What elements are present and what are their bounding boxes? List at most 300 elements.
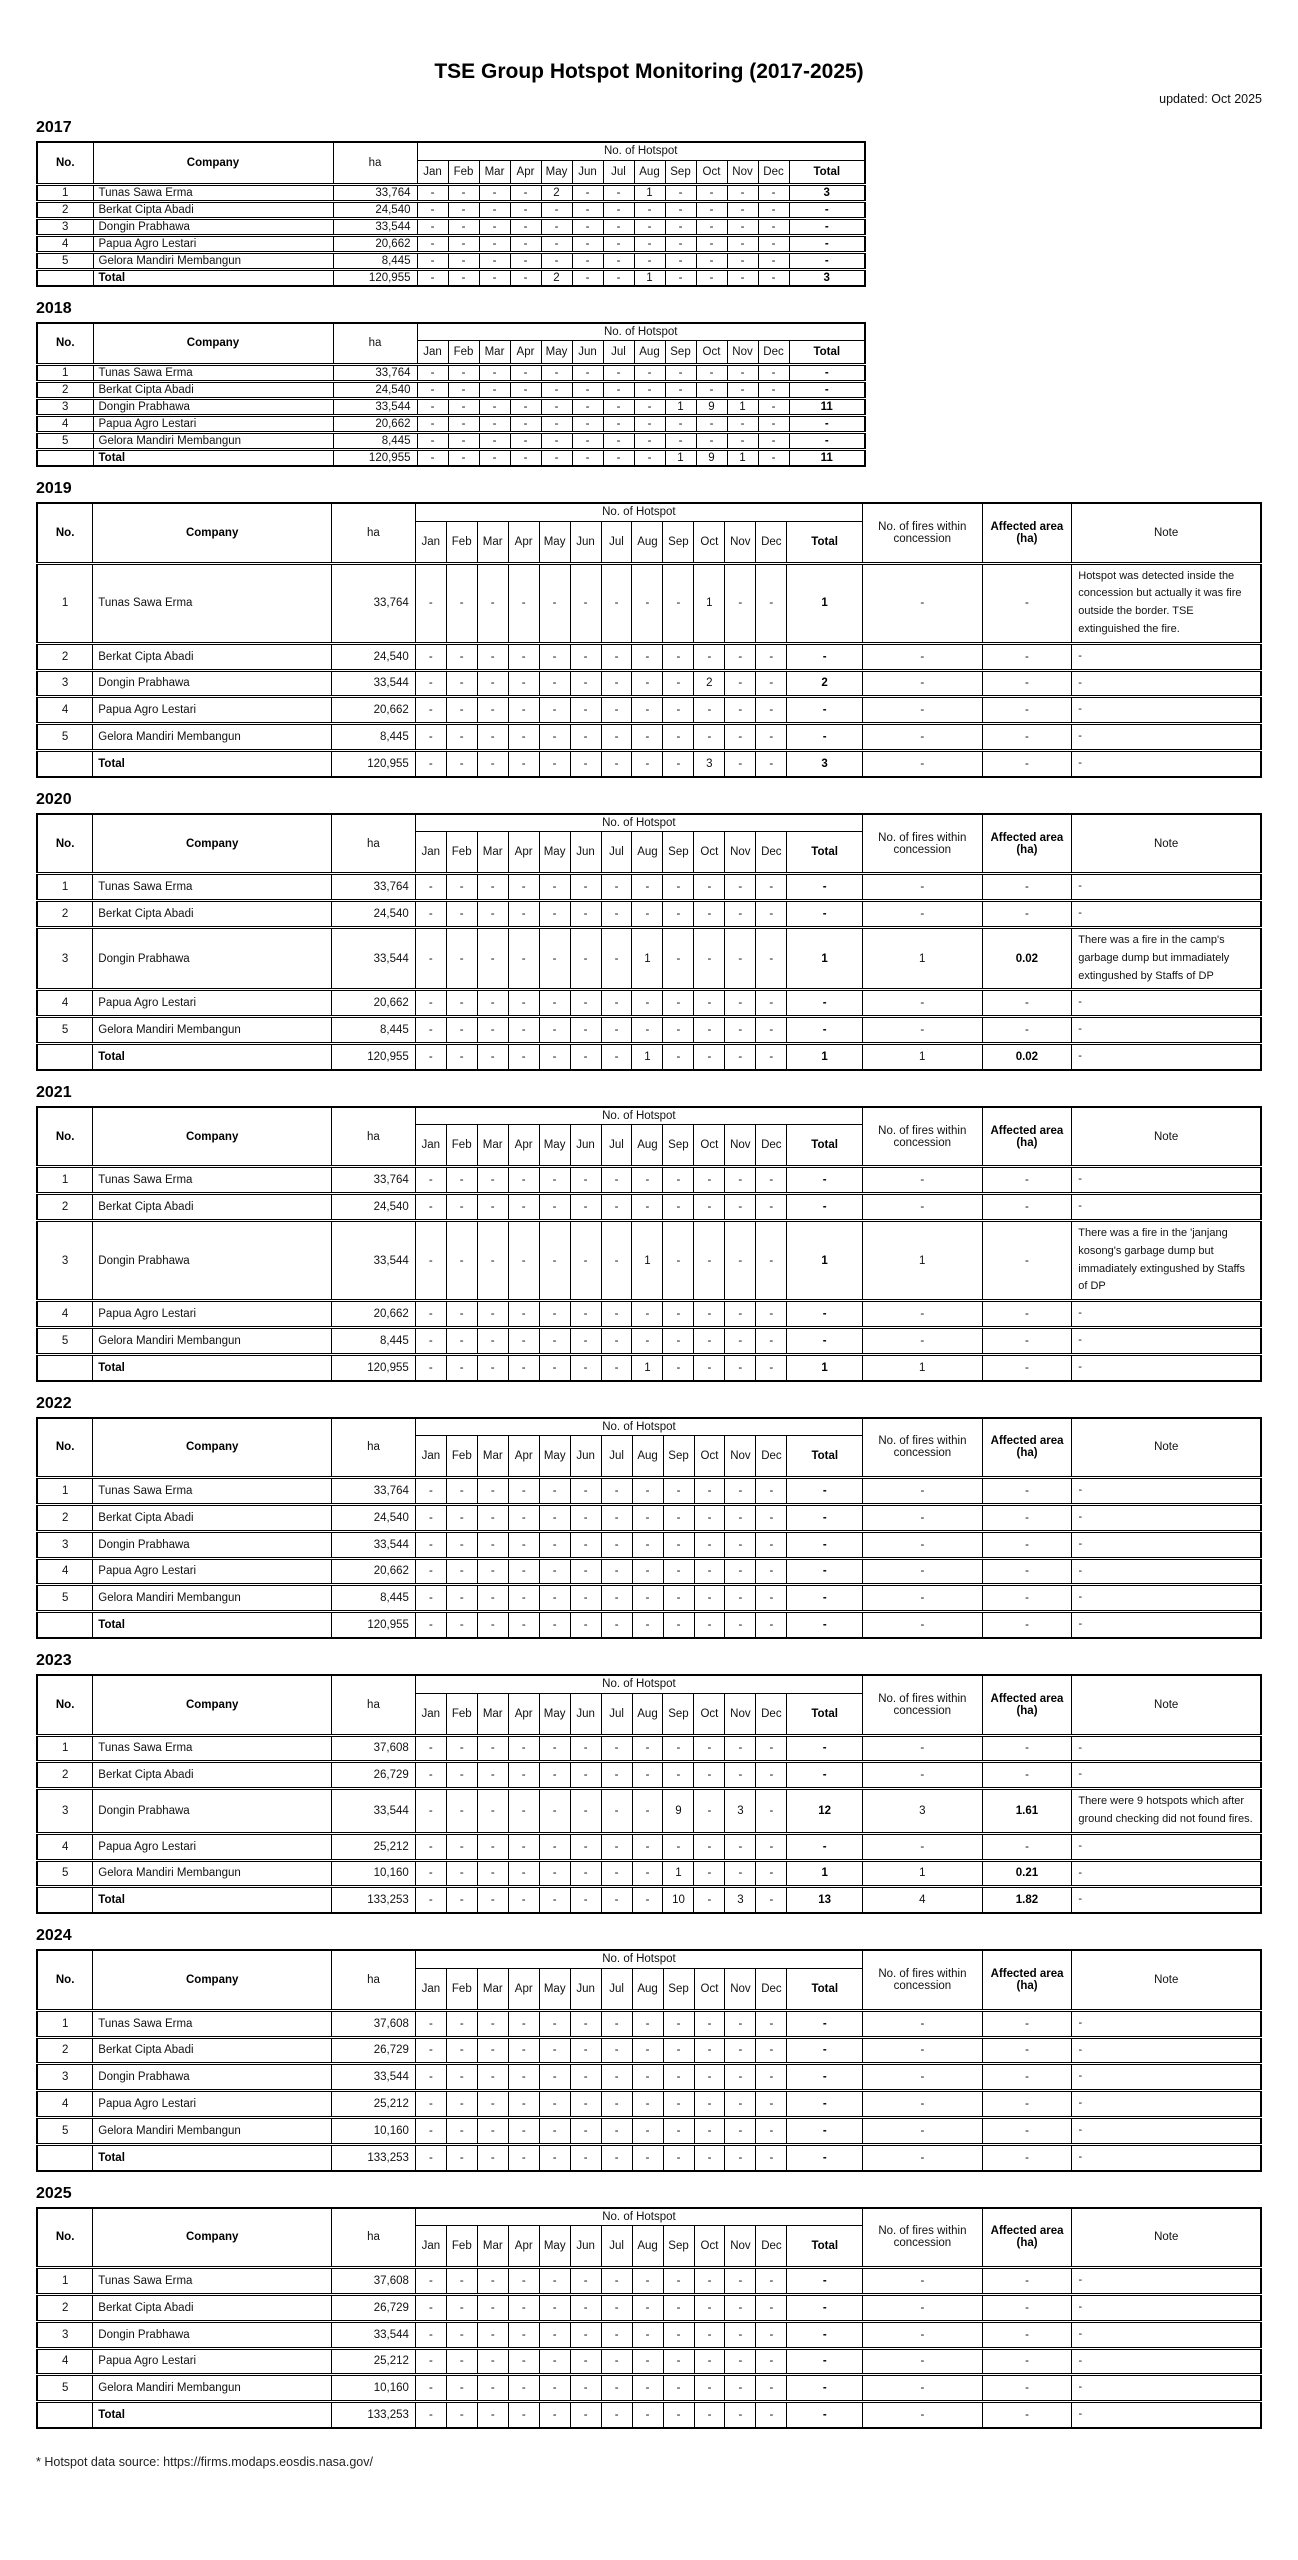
cell-month-feb: - [446, 2064, 477, 2091]
cell-month-dec: - [758, 416, 789, 433]
cell-note: - [1072, 2091, 1261, 2118]
cell-month-nov: - [725, 2294, 756, 2321]
cell-month-jun: - [572, 184, 603, 201]
cell-month-jan: - [417, 399, 448, 416]
col-header-ha: ha [332, 1418, 416, 1478]
cell-fires: - [863, 1531, 983, 1558]
cell-month-jul: - [601, 1504, 632, 1531]
cell-month-jun: - [572, 218, 603, 235]
cell-fires: - [863, 1833, 983, 1860]
cell-month-jan: - [415, 927, 446, 989]
table-row [37, 2037, 1261, 2064]
cell-total: - [787, 2064, 863, 2091]
cell-note: - [1072, 670, 1261, 697]
cell-month-oct: - [694, 697, 725, 724]
cell-month-nov: - [725, 1167, 756, 1194]
total-row [37, 450, 865, 467]
cell-fires-total: - [863, 1612, 983, 1638]
col-header-month-sep: Sep [665, 160, 696, 184]
cell-note: - [1072, 1585, 1261, 1612]
col-header-month-mar: Mar [479, 341, 510, 365]
cell-month-jun: - [570, 1833, 601, 1860]
cell-month-mar: - [477, 2010, 508, 2037]
cell-month-sep: - [663, 2064, 694, 2091]
hotspot-table-2021 [36, 1106, 1262, 1382]
cell-month-jun: - [570, 1478, 601, 1505]
cell-fires: - [862, 1301, 982, 1328]
cell-month-aug: - [632, 670, 663, 697]
cell-month-may: - [539, 1789, 570, 1834]
cell-month-nov: - [727, 184, 758, 201]
cell-month-feb: - [448, 433, 479, 450]
cell-ha: 25,212 [332, 2091, 416, 2118]
cell-month-may: - [539, 1167, 570, 1194]
cell-month-jun-total: - [572, 269, 603, 286]
cell-month-oct: - [694, 2037, 725, 2064]
cell-month-aug: - [634, 399, 665, 416]
cell-month-sep: 9 [663, 1789, 694, 1834]
cell-ha: 8,445 [332, 1585, 416, 1612]
cell-month-jul: - [603, 252, 634, 269]
cell-month-jan: - [417, 382, 448, 399]
col-header-month-jul: Jul [601, 2226, 632, 2268]
col-header-month-feb: Feb [448, 160, 479, 184]
cell-month-aug-total: 1 [634, 269, 665, 286]
cell-month-nov: - [725, 2064, 756, 2091]
cell-note-total: - [1072, 1887, 1261, 1913]
cell-affected-area: - [982, 724, 1072, 751]
cell-month-oct: - [694, 901, 725, 928]
cell-note: - [1072, 2037, 1261, 2064]
cell-total: - [787, 2321, 863, 2348]
year-label: 2021 [36, 1083, 72, 1101]
cell-month-nov: - [725, 2117, 756, 2144]
col-header-no: No. [37, 2208, 93, 2268]
cell-no: 2 [37, 643, 93, 670]
cell-month-may: - [539, 1558, 570, 1585]
cell-month-mar: - [477, 1017, 508, 1044]
cell-month-may: - [539, 901, 570, 928]
cell-grand-total: 3 [789, 269, 865, 286]
cell-ha-total: 133,253 [332, 1887, 416, 1913]
year-section-2020 [36, 791, 1262, 1071]
cell-total: - [787, 1735, 863, 1762]
cell-month-oct: - [694, 1301, 725, 1328]
cell-month-jul-total: - [603, 269, 634, 286]
table-row [37, 1531, 1261, 1558]
cell-month-may: - [539, 643, 570, 670]
cell-note: - [1072, 2321, 1261, 2348]
cell-month-aug: - [632, 1301, 663, 1328]
cell-month-jul: - [603, 416, 634, 433]
cell-month-aug-total: 1 [632, 1354, 663, 1380]
cell-no-empty [37, 1044, 93, 1070]
cell-month-dec: - [756, 670, 787, 697]
year-label: 2017 [36, 119, 72, 136]
cell-month-sep: - [665, 416, 696, 433]
cell-month-oct: - [694, 643, 725, 670]
cell-month-apr: - [508, 1735, 539, 1762]
cell-month-dec: - [756, 563, 787, 643]
cell-month-may: - [539, 2294, 570, 2321]
year-label: 2024 [36, 1927, 72, 1945]
cell-month-sep: - [663, 1301, 694, 1328]
cell-month-mar: - [477, 2375, 508, 2402]
cell-affected-area: - [982, 874, 1072, 901]
cell-month-apr: - [508, 990, 539, 1017]
cell-company: Dongin Prabhawa [93, 218, 333, 235]
cell-month-aug: - [634, 433, 665, 450]
cell-month-mar-total: - [477, 1354, 508, 1380]
cell-month-jun: - [570, 874, 601, 901]
cell-affected-area: - [982, 901, 1072, 928]
cell-month-feb: - [448, 218, 479, 235]
cell-affected-area: - [982, 1833, 1072, 1860]
cell-month-jun: - [572, 252, 603, 269]
cell-month-sep: - [663, 2294, 694, 2321]
col-header-month-jul: Jul [601, 1125, 632, 1167]
cell-month-jul: - [603, 433, 634, 450]
cell-affected-area: - [982, 1478, 1072, 1505]
cell-month-jul-total: - [601, 751, 632, 777]
cell-month-jun: - [572, 433, 603, 450]
cell-month-may: - [539, 2117, 570, 2144]
cell-total-label: Total [93, 2144, 332, 2170]
cell-month-feb-total: - [446, 2144, 477, 2170]
cell-month-apr: - [508, 2294, 539, 2321]
cell-month-jun: - [572, 382, 603, 399]
cell-ha: 20,662 [332, 990, 416, 1017]
cell-month-nov-total: - [725, 751, 756, 777]
cell-month-nov-total: - [727, 269, 758, 286]
cell-month-may-total: 2 [541, 269, 572, 286]
cell-month-aug: - [632, 1194, 663, 1221]
cell-month-feb: - [446, 1833, 477, 1860]
cell-month-dec: - [756, 1735, 787, 1762]
cell-month-dec: - [756, 2321, 787, 2348]
cell-month-apr: - [508, 1762, 539, 1789]
cell-month-dec: - [756, 643, 787, 670]
cell-month-sep: - [665, 218, 696, 235]
cell-month-dec: - [758, 382, 789, 399]
cell-month-jun: - [570, 1504, 601, 1531]
cell-no: 1 [37, 1478, 93, 1505]
cell-note: - [1072, 1762, 1261, 1789]
cell-note: - [1072, 1017, 1261, 1044]
cell-fires: - [863, 2348, 983, 2375]
col-header-no: No. [37, 142, 93, 184]
cell-ha: 24,540 [332, 901, 416, 928]
cell-month-jan-total: - [415, 1354, 446, 1380]
cell-month-oct: 9 [696, 399, 727, 416]
cell-month-oct: - [694, 1558, 725, 1585]
cell-month-aug: - [634, 382, 665, 399]
cell-month-jul: - [601, 563, 632, 643]
col-header-month-oct: Oct [694, 521, 725, 563]
cell-month-jun: - [570, 1220, 601, 1300]
col-header-company: Company [93, 814, 332, 874]
cell-month-oct: - [694, 1789, 725, 1834]
cell-note-total: - [1072, 751, 1261, 777]
cell-month-feb: - [446, 724, 477, 751]
cell-affected-area: - [982, 563, 1072, 643]
col-header-month-aug: Aug [634, 341, 665, 365]
col-header-month-mar: Mar [477, 832, 508, 874]
cell-month-aug-total: - [632, 2402, 663, 2428]
cell-month-aug: - [632, 1833, 663, 1860]
cell-note: - [1072, 1833, 1261, 1860]
cell-month-apr-total: - [510, 269, 541, 286]
cell-month-feb: - [446, 1017, 477, 1044]
cell-company: Berkat Cipta Abadi [93, 382, 333, 399]
cell-month-mar-total: - [477, 1612, 508, 1638]
cell-month-nov: - [725, 1735, 756, 1762]
cell-month-nov: - [725, 2348, 756, 2375]
year-label: 2018 [36, 299, 72, 317]
cell-total: - [787, 1194, 863, 1221]
cell-ha-total: 120,955 [332, 1044, 416, 1070]
cell-month-sep: - [663, 2375, 694, 2402]
cell-affected-area: - [982, 1220, 1072, 1300]
cell-month-feb: - [446, 1328, 477, 1355]
cell-company: Gelora Mandiri Membangun [93, 1860, 332, 1887]
col-header-ha: ha [332, 503, 416, 563]
cell-month-dec: - [756, 2348, 787, 2375]
col-header-note: Note [1072, 1107, 1261, 1167]
cell-company: Gelora Mandiri Membangun [93, 433, 333, 450]
cell-affected-area: - [982, 2010, 1072, 2037]
cell-month-oct-total: - [696, 269, 727, 286]
cell-note-total: - [1072, 1354, 1261, 1380]
col-header-affected: Affected area (ha) [982, 1675, 1072, 1735]
cell-no: 4 [37, 235, 93, 252]
cell-month-aug: - [634, 218, 665, 235]
cell-month-apr: - [508, 1301, 539, 1328]
table-row [37, 1585, 1261, 1612]
cell-month-apr: - [510, 184, 541, 201]
cell-ha: 24,540 [332, 1504, 416, 1531]
cell-month-jun: - [570, 2348, 601, 2375]
cell-month-dec: - [758, 365, 789, 382]
cell-month-nov: - [725, 1762, 756, 1789]
table-row [37, 399, 865, 416]
cell-month-dec: - [756, 1220, 787, 1300]
col-header-month-jan: Jan [417, 160, 448, 184]
cell-month-mar: - [479, 399, 510, 416]
cell-month-dec: - [756, 1789, 787, 1834]
cell-total: - [787, 2117, 863, 2144]
cell-month-sep-total: 10 [663, 1887, 694, 1913]
cell-no: 3 [37, 927, 93, 989]
cell-month-jan: - [417, 416, 448, 433]
cell-month-may: - [539, 670, 570, 697]
cell-month-jul-total: - [601, 1887, 632, 1913]
cell-month-jun-total: - [570, 1612, 601, 1638]
cell-total-label: Total [93, 269, 333, 286]
col-header-month-oct: Oct [696, 160, 727, 184]
table-row [37, 2375, 1261, 2402]
cell-fires: - [862, 1167, 982, 1194]
cell-ha: 26,729 [332, 2037, 416, 2064]
cell-month-sep: - [663, 2091, 694, 2118]
hotspot-table-2019 [36, 502, 1262, 778]
cell-month-may: - [541, 433, 572, 450]
cell-affected-area: - [982, 2321, 1072, 2348]
cell-no: 5 [37, 1860, 93, 1887]
cell-month-jan: - [415, 1833, 446, 1860]
total-row [37, 1044, 1261, 1070]
cell-month-dec: - [758, 399, 789, 416]
cell-month-oct: - [694, 1017, 725, 1044]
cell-month-aug: - [632, 2321, 663, 2348]
cell-month-oct: - [694, 2064, 725, 2091]
cell-month-aug: - [632, 724, 663, 751]
cell-month-jan: - [415, 1558, 446, 1585]
cell-month-apr: - [510, 235, 541, 252]
cell-month-oct: - [696, 416, 727, 433]
cell-no-empty [37, 2402, 93, 2428]
table-row [37, 184, 865, 201]
cell-month-sep: - [663, 2010, 694, 2037]
col-header-month-aug: Aug [634, 160, 665, 184]
cell-month-jun: - [570, 1735, 601, 1762]
col-header-month-mar: Mar [477, 1968, 508, 2010]
col-header-company: Company [93, 142, 333, 184]
cell-no: 3 [37, 399, 93, 416]
cell-month-jan: - [415, 1194, 446, 1221]
cell-month-nov: - [727, 201, 758, 218]
cell-month-jul: - [601, 2294, 632, 2321]
cell-month-jul: - [601, 1167, 632, 1194]
cell-month-mar: - [477, 670, 508, 697]
cell-ha: 8,445 [332, 1328, 416, 1355]
col-header-month-feb: Feb [446, 2226, 477, 2268]
cell-month-oct: - [694, 1860, 725, 1887]
cell-month-mar: - [477, 643, 508, 670]
cell-month-sep: - [663, 2117, 694, 2144]
cell-month-oct: - [696, 382, 727, 399]
cell-month-feb: - [446, 2117, 477, 2144]
col-header-month-may: May [539, 1968, 570, 2010]
cell-total-label: Total [93, 1354, 332, 1380]
col-header-month-sep: Sep [663, 1968, 694, 2010]
cell-month-nov: - [725, 874, 756, 901]
cell-month-nov: - [725, 1301, 756, 1328]
cell-month-jan: - [415, 2091, 446, 2118]
col-header-total: Total [787, 832, 863, 874]
cell-month-feb: - [446, 927, 477, 989]
cell-month-sep: 1 [665, 399, 696, 416]
cell-month-aug: 1 [634, 184, 665, 201]
cell-month-mar: - [477, 990, 508, 1017]
cell-month-jul: - [601, 643, 632, 670]
cell-total-label: Total [93, 450, 333, 467]
cell-month-jan: - [415, 1504, 446, 1531]
col-header-month-apr: Apr [508, 1436, 539, 1478]
cell-month-may: - [539, 1220, 570, 1300]
cell-month-apr: - [508, 563, 539, 643]
cell-month-feb: - [446, 2348, 477, 2375]
col-header-month-dec: Dec [756, 2226, 787, 2268]
cell-month-dec: - [758, 433, 789, 450]
col-header-month-nov: Nov [725, 1693, 756, 1735]
cell-month-mar: - [479, 218, 510, 235]
cell-affected-area: - [982, 2268, 1072, 2295]
cell-no: 5 [37, 1585, 93, 1612]
cell-month-jun-total: - [570, 2144, 601, 2170]
cell-month-sep: - [663, 1585, 694, 1612]
cell-month-sep: - [663, 1504, 694, 1531]
cell-fires: 1 [862, 1220, 982, 1300]
cell-month-apr: - [508, 2348, 539, 2375]
col-header-month-aug: Aug [632, 832, 663, 874]
cell-month-nov: - [725, 2321, 756, 2348]
col-header-ha: ha [332, 1675, 416, 1735]
cell-note-total: - [1072, 1044, 1261, 1070]
cell-total: - [787, 697, 863, 724]
cell-no: 5 [37, 2117, 93, 2144]
cell-no: 4 [37, 697, 93, 724]
col-header-fires: No. of fires within concession [863, 1675, 983, 1735]
cell-ha: 24,540 [332, 1194, 416, 1221]
cell-month-apr: - [508, 2268, 539, 2295]
cell-ha-total: 133,253 [332, 2144, 416, 2170]
cell-month-nov-total: 1 [727, 450, 758, 467]
cell-note: - [1072, 2294, 1261, 2321]
cell-month-may-total: - [541, 450, 572, 467]
col-header-month-jan: Jan [415, 1968, 446, 2010]
cell-grand-total: 11 [789, 450, 865, 467]
cell-month-may: - [539, 2064, 570, 2091]
cell-ha-total: 120,955 [332, 1612, 416, 1638]
cell-month-mar: - [477, 1531, 508, 1558]
col-header-month-oct: Oct [694, 1693, 725, 1735]
col-header-total: Total [789, 160, 865, 184]
cell-month-jan-total: - [415, 1612, 446, 1638]
cell-total: - [789, 382, 865, 399]
col-header-month-may: May [539, 521, 570, 563]
cell-total-label: Total [93, 751, 332, 777]
cell-no: 4 [37, 2348, 93, 2375]
cell-month-apr: - [508, 1531, 539, 1558]
cell-note: There was a fire in the camp's garbage dump but immadiately extingushed by Staffs of DP [1072, 927, 1261, 989]
cell-month-dec: - [756, 901, 787, 928]
col-header-affected: Affected area (ha) [982, 1950, 1072, 2010]
cell-month-apr: - [510, 382, 541, 399]
cell-ha: 33,544 [333, 399, 417, 416]
cell-month-feb: - [446, 1860, 477, 1887]
cell-no: 3 [37, 1220, 93, 1300]
cell-fires: - [863, 2294, 983, 2321]
cell-month-nov: - [725, 1478, 756, 1505]
cell-ha: 37,608 [332, 1735, 416, 1762]
cell-month-jul: - [601, 1762, 632, 1789]
cell-month-oct: - [696, 201, 727, 218]
cell-month-sep: - [663, 990, 694, 1017]
cell-month-oct: - [694, 2348, 725, 2375]
cell-month-nov: - [725, 1531, 756, 1558]
cell-total: - [789, 252, 865, 269]
cell-month-oct: - [694, 1762, 725, 1789]
cell-affected-area-total: 1.82 [982, 1887, 1072, 1913]
col-header-no: No. [37, 1107, 93, 1167]
cell-month-feb: - [448, 235, 479, 252]
cell-month-may: - [541, 365, 572, 382]
cell-month-jun: - [572, 365, 603, 382]
cell-company: Gelora Mandiri Membangun [93, 1017, 332, 1044]
cell-month-apr-total: - [508, 1612, 539, 1638]
col-header-total: Total [787, 1968, 863, 2010]
